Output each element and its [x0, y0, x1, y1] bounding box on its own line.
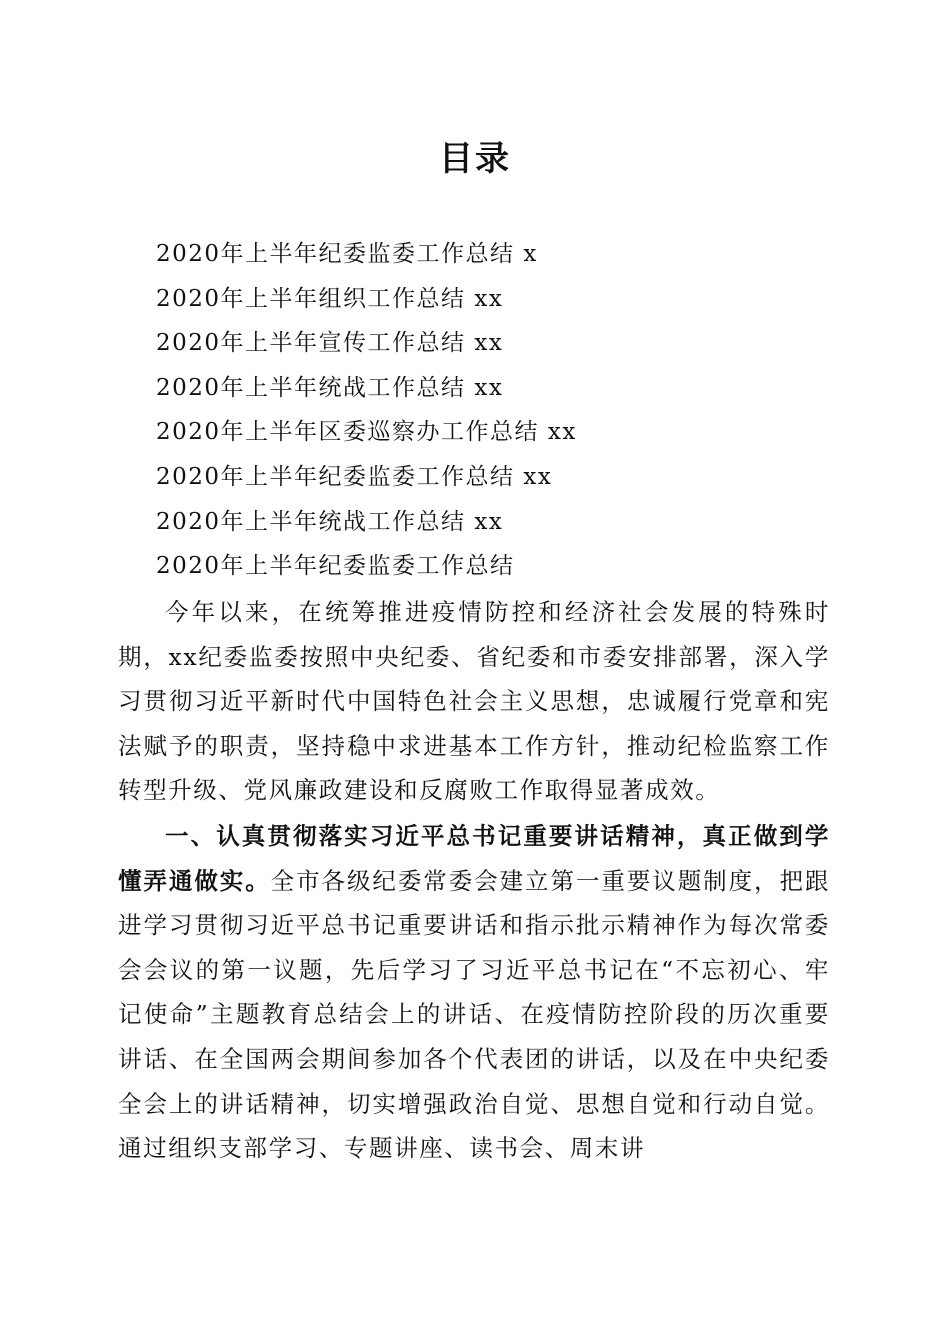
toc-item: 2020年上半年统战工作总结 xx — [156, 374, 504, 401]
section-one-body: 全市各级纪委常委会建立第一重要议题制度，把跟进学习贯彻习近平总书记重要讲话和指示批示精神作为每次常委会会议的第一议题，先后学习了习近平总书记在“不忘初心、牢记使命”主题教育总结会上的讲话、在疫情防控阶段的历次重要讲话、在全国两会期间参加各个代表团的讲话，以及在中央纪委全会上的讲话精神，切实增强政治自觉、思想自觉和行动自觉。通过组织支部学习、专题讲座、读书会、周末讲 — [118, 866, 831, 1163]
section-one-heading: 一、认真贯彻落实习近平总书记重要讲话精神，真正做到学懂弄通做实。 — [118, 822, 830, 895]
section-one-paragraph — [118, 814, 830, 1171]
toc-item: 2020年上半年纪委监委工作总结 xx — [156, 463, 553, 490]
document-title: 目录 — [439, 139, 511, 179]
toc-item: 2020年上半年统战工作总结 xx — [156, 508, 504, 535]
toc-item: 2020年上半年宣传工作总结 xx — [156, 330, 504, 357]
toc-item: 2020年上半年纪委监委工作总结 — [156, 553, 515, 580]
table-of-contents — [156, 232, 577, 589]
toc-item: 2020年上半年纪委监委工作总结 x — [156, 241, 538, 267]
toc-item: 2020年上半年区委巡察办工作总结 xx — [156, 419, 577, 446]
intro-paragraph: 今年以来，在统筹推进疫情防控和经济社会发展的特殊时期，xx纪委监委按照中央纪委、省纪委和市委安排部署，深入学习贯彻习近平新时代中国特色社会主义思想，忠诚履行党章和宪法赋予的职责，坚持稳中求进基本工作方针，推动纪检监察工作转型升级、党风廉政建设和反腐败工作取得显著成效。 — [118, 598, 830, 805]
toc-item: 2020年上半年组织工作总结 xx — [156, 285, 504, 312]
